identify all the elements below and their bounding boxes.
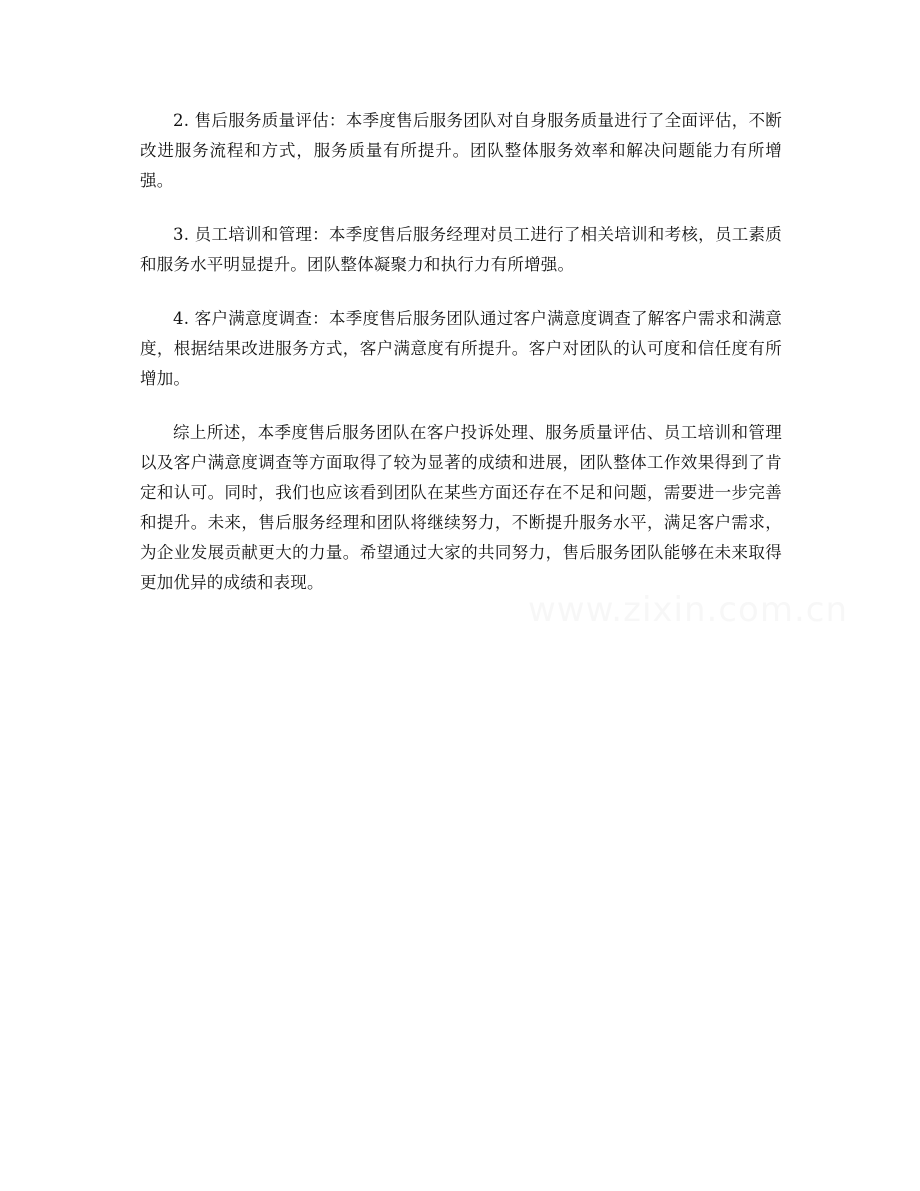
paragraph-customer-survey: 4. 客户满意度调查：本季度售后服务团队通过客户满意度调查了解客户需求和满意度，根据结果改进服务方式，客户满意度有所提升。客户对团队的认可度和信任度有所增加。 [140, 309, 782, 388]
watermark: www.zixin.com.cn [528, 590, 848, 630]
document-body [140, 106, 782, 622]
paragraph-service-quality: 2. 售后服务质量评估：本季度售后服务团队对自身服务质量进行了全面评估，不断改进服务流程和方式，服务质量有所提升。团队整体服务效率和解决问题能力有所增强。 [140, 111, 782, 190]
paragraph-summary: 综上所述，本季度售后服务团队在客户投诉处理、服务质量评估、员工培训和管理以及客户满意度调查等方面取得了较为显著的成绩和进展，团队整体工作效果得到了肯定和认可。同时，我们也应该看到团队在某些方面还存在不足和问题，需要进一步完善和提升。未来，售后服务经理和团队将继续努力，不断提升服务水平，满足客户需求，为企业发展贡献更大的力量。希望通过大家的共同努力，售后服务团队能够在未来取得更加优异的成绩和表现。 [140, 423, 782, 592]
paragraph-staff-training: 3. 员工培训和管理：本季度售后服务经理对员工进行了相关培训和考核，员工素质和服务水平明显提升。团队整体凝聚力和执行力有所增强。 [140, 225, 782, 274]
